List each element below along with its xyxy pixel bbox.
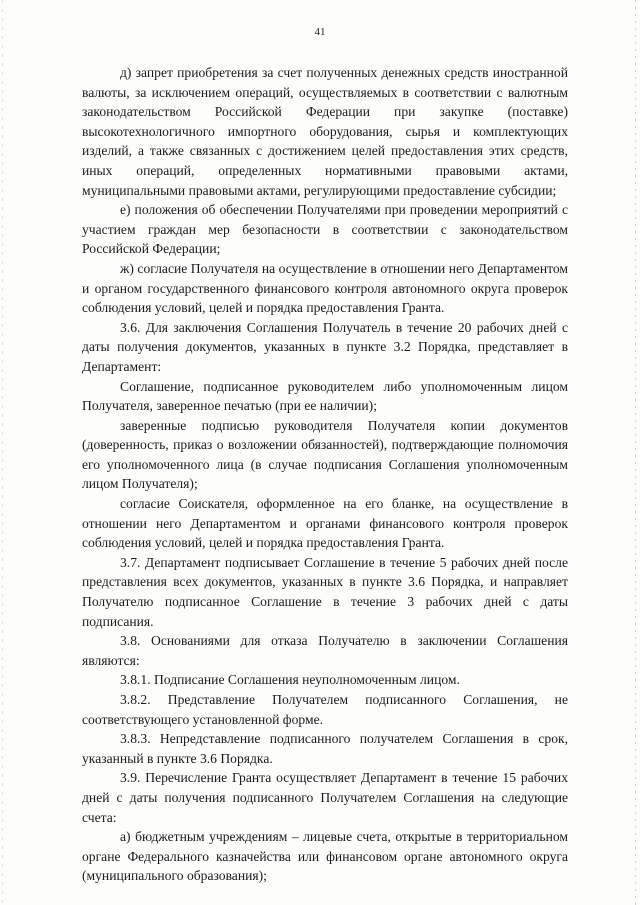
scan-edge-right: [635, 0, 636, 905]
paragraph-3-7: 3.7. Департамент подписывает Соглашение в течение 5 рабочих дней после представления всех документов, указанных в пункте 3.6 Порядка, и направляет Получателю подписанное Соглашение в течение 3 рабочих дней с даты подписания.: [82, 554, 568, 629]
document-body: [82, 63, 568, 886]
paragraph-item-d: д) запрет приобретения за счет полученных денежных средств иностранной валюты, за исключением операций, осуществляемых в соответствии с валютным законодательством Российской Федерации при закупке (поставке) высокотехнологичного импортного оборудования, сырья и комплектующих изделий, а также связанных с достижением целей предоставления этих средств, иных операций, определенных нормативными правовыми актами, муниципальными правовыми актами, регулирующими предоставление субсидии;: [82, 65, 568, 198]
paragraph-3-8-3: 3.8.3. Непредставление подписанного получателем Соглашения в срок, указанный в пункте 3.6 Порядка.: [82, 731, 568, 766]
paragraph-3-8-1: 3.8.1. Подписание Соглашения неуполномоченным лицом.: [120, 672, 460, 688]
paragraph-item-zh: ж) согласие Получателя на осуществление в отношении него Департаментом и органом государственного финансового контроля автономного округа проверок соблюдения условий, целей и порядка предоставления Гранта.: [82, 260, 568, 316]
paragraph-consent: согласие Соискателя, оформленное на его бланке, на осуществление в отношении него Департаментом и органами финансового контроля проверок соблюдения условий, целей и порядка предоставления Гранта.: [82, 496, 568, 551]
paragraph-3-8: 3.8. Основаниями для отказа Получателю в заключении Соглашения являются:: [82, 633, 568, 668]
scan-edge-left: [2, 0, 3, 905]
paragraph-item-a: а) бюджетным учреждениям – лицевые счета, открытые в территориальном органе Федерального казначейства или финансовом органе автономного округа (муниципального образования);: [82, 829, 568, 884]
paragraph-item-e: е) положения об обеспечении Получателями при проведении мероприятий с участием граждан мер безопасности в соответствии с законодательством Российской Федерации;: [82, 202, 568, 257]
paragraph-3-9: 3.9. Перечисление Гранта осуществляет Департамент в течение 15 рабочих дней с даты получения подписанного Получателем Соглашения на следующие счета:: [82, 770, 568, 825]
paragraph-certified-copies: заверенные подписью руководителя Получателя копии документов (доверенность, приказ о возложении обязанностей), подтверждающие полномочия его уполномоченного лица (в случае подписания Соглашения уполномоченным лицом Получателя);: [82, 417, 568, 492]
page-number: 41: [314, 26, 326, 38]
paragraph-3-8-2: 3.8.2. Представление Получателем подписанного Соглашения, не соответствующего установленной форме.: [82, 692, 568, 727]
paragraph-agreement: Соглашение, подписанное руководителем либо уполномоченным лицом Получателя, заверенное печатью (при ее наличии);: [82, 378, 568, 414]
paragraph-3-6: 3.6. Для заключения Соглашения Получатель в течение 20 рабочих дней с даты получения документов, указанных в пункте 3.2 Порядка, представляет в Департамент:: [82, 319, 568, 374]
